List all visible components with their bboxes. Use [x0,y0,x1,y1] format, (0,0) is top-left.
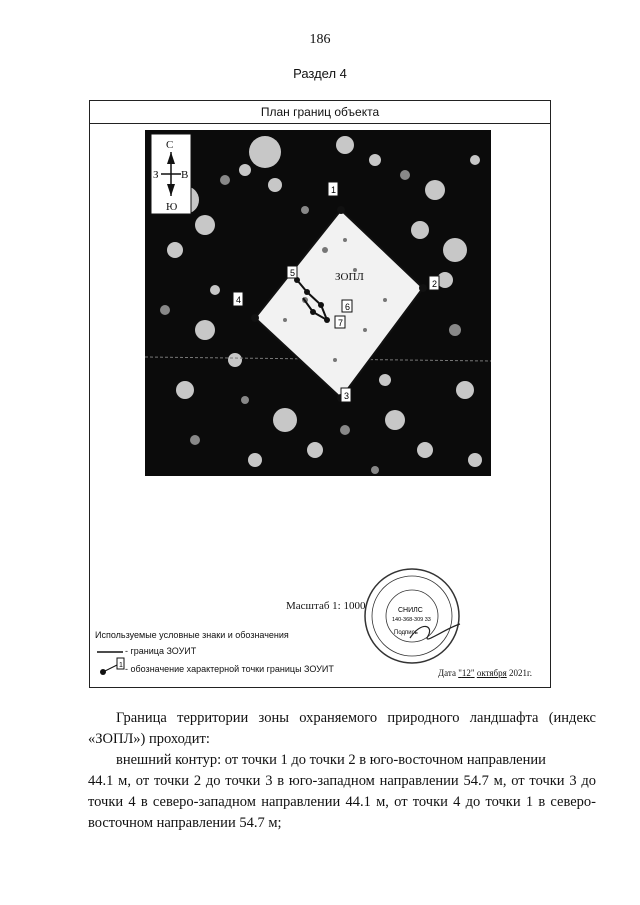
legend-boundary: - граница ЗОУИТ [125,646,197,656]
official-stamp [362,566,462,666]
point-label-7: 7 [338,318,344,328]
compass-north: С [166,139,174,151]
boundary-point-2 [419,284,427,292]
point-label-6: 6 [345,302,351,312]
compass-east: В [181,169,189,181]
point-label-2: 2 [432,279,438,289]
map-scale: Масштаб 1: 1000 [286,600,366,612]
boundary-point-4 [251,314,259,322]
date-day: 12 [461,668,471,678]
satellite-map [145,130,491,476]
paragraph-1: Граница территории зоны охраняемого природного ландшафта (индекс «ЗОПЛ») проходит: [88,710,596,747]
zone-label: ЗОПЛ [335,271,364,283]
legend-point-label: 1 [119,662,123,669]
compass-icon [151,134,191,214]
stamp-snils-label: СНИЛС [398,607,423,614]
paragraph-2 [88,750,596,834]
stamp-sign-label: Подпись [394,630,418,636]
legend-title: Используемые условные знаки и обозначения [95,630,289,640]
compass-west: З [153,169,159,181]
compass-south: Ю [166,201,178,213]
stamp-snils-number: 140-368-309 33 [392,617,431,623]
date-prefix: Дата [438,668,456,678]
point-label-5: 5 [290,268,296,278]
boundary-point-1 [337,206,345,214]
date-month: октября [476,668,507,678]
date-year: 2021г. [509,668,532,678]
point-label-1: 1 [331,185,337,195]
point-label-4: 4 [236,295,242,305]
page-number: 186 [309,32,331,47]
plan-date: Дата "12" октября 2021г. [438,668,532,678]
point-label-3: 3 [344,391,350,401]
section-title: Раздел 4 [293,66,347,81]
legend-symbols [95,646,125,678]
legend-point: - обозначение характерной точки границы ЗОУИТ [125,664,334,674]
point-marker-icon [100,669,106,675]
paragraph-2-lead: внешний контур: от точки 1 до точки 2 в юго-восточном направлении [116,752,546,768]
map-drawing [145,130,491,476]
plan-title: План границ объекта [90,101,550,124]
paragraph-2-rest: 44.1 м, от точки 2 до точки 3 в юго-западном направлении 54.7 м, от точки 3 до точки 4 в северо-западном направлении 44.1 м, от точки 4 до точки 1 в северо-восточном направлении 54.7 м; [88,773,596,831]
zone-boundary [255,210,423,398]
